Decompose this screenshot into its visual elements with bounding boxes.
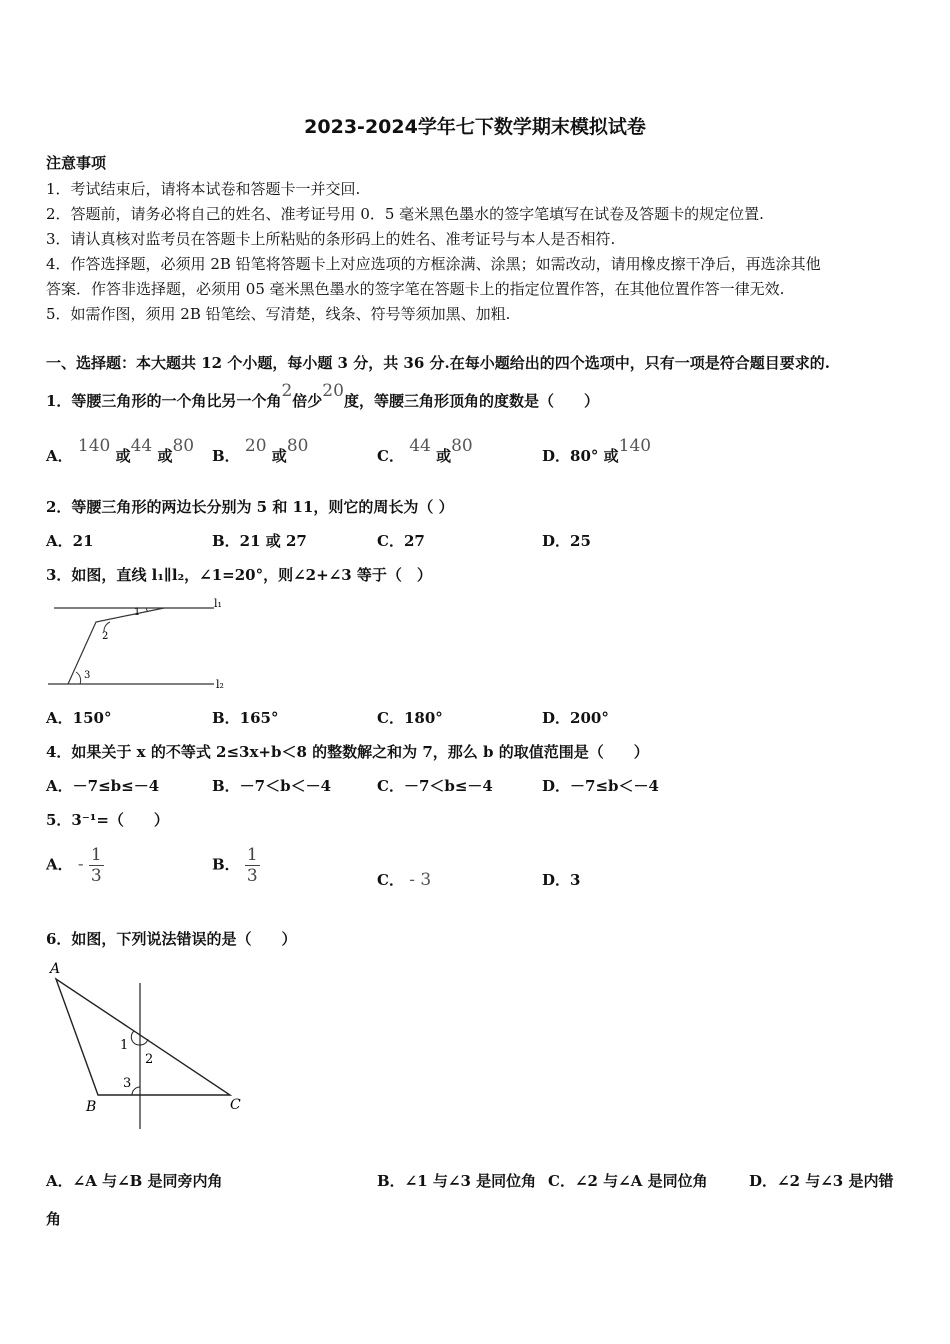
label-l2: l₂	[216, 678, 224, 691]
q3-option-b[interactable]: B．165°	[212, 709, 279, 727]
note-item: 2．答题前，请务必将自己的姓名、准考证号用 0．5 毫米黑色墨水的签字笔填写在试卷及答题卡的规定位置.	[46, 205, 764, 223]
section-heading: 一、选择题：本大题共 12 个小题，每小题 3 分，共 36 分.在每小题给出的四个选项中，只有一项是符合题目要求的.	[46, 354, 830, 372]
option-value: 80	[451, 436, 473, 456]
vertex-c-label: C	[230, 1097, 241, 1113]
note-item: 3．请认真核对监考员在答题卡上所粘贴的条形码上的姓名、准考证号与本人是否相符.	[46, 230, 616, 248]
option-label: C．	[377, 871, 404, 889]
option-label: D．	[542, 447, 571, 465]
q1-prefix: 1．等腰三角形的一个角比另一个角	[46, 392, 282, 410]
question-1	[46, 381, 599, 411]
option-or: 或	[271, 447, 287, 465]
label-l1: l₁	[214, 597, 222, 610]
q1-option-b[interactable]	[212, 436, 309, 466]
option-label: C．	[377, 447, 404, 465]
q1-option-a[interactable]	[46, 436, 195, 466]
question-4: 4．如果关于 x 的不等式 2≤3x+b＜8 的整数解之和为 7，那么 b 的取值范围是（ ）	[46, 743, 649, 761]
notes-heading: 注意事项	[46, 154, 107, 172]
option-label: D．	[542, 871, 571, 889]
question-3: 3．如图，直线 l₁∥l₂，∠1=20°，则∠2+∠3 等于（ ）	[46, 566, 432, 584]
note-item: 答案．作答非选择题，必须用 05 毫米黑色墨水的签字笔在答题卡上的指定位置作答，在其他位置作答一律无效.	[46, 280, 785, 298]
option-or: 或	[603, 447, 619, 465]
triangle-abc	[56, 979, 230, 1095]
note-item: 1．考试结束后，请将本试卷和答题卡一并交回.	[46, 180, 361, 198]
option-label: B．	[212, 855, 240, 874]
question-5: 5．3⁻¹=（ ）	[46, 811, 169, 829]
option-value: 80	[172, 436, 195, 456]
q6-option-a[interactable]: A．∠A 与∠B 是同旁内角	[46, 1172, 223, 1190]
angle-3-label: 3	[123, 1076, 132, 1091]
vertex-b-label: B	[86, 1099, 97, 1115]
option-or: 或	[157, 447, 173, 465]
q4-option-b[interactable]: B．－7＜b＜－4	[212, 777, 332, 795]
q3-figure	[46, 592, 236, 692]
option-value: 44	[130, 436, 153, 456]
q5-option-d[interactable]	[542, 869, 580, 890]
q6-figure	[42, 955, 262, 1135]
option-value: 20	[244, 436, 267, 456]
q6-option-d[interactable]: D．∠2 与∠3 是内错	[749, 1172, 894, 1190]
angle-1-label: 1	[134, 607, 141, 618]
option-or: 或	[115, 447, 131, 465]
q5-option-c[interactable]	[377, 869, 431, 890]
fraction: $\frac{1}{3}$	[90, 845, 102, 886]
option-sign: -	[77, 854, 84, 875]
vertex-a-label: A	[50, 961, 61, 977]
option-value: 140	[618, 436, 652, 456]
option-label: B．	[212, 447, 240, 465]
q1-math-2: 20	[322, 381, 344, 401]
option-label: A．	[46, 447, 73, 465]
q5-option-a[interactable]	[46, 845, 104, 886]
option-value: 80	[286, 436, 309, 456]
q2-option-d[interactable]: D．25	[542, 532, 591, 550]
q6-option-c[interactable]: C．∠2 与∠A 是同位角	[548, 1172, 708, 1190]
angle-1-label: 1	[120, 1038, 129, 1053]
q6-option-b[interactable]: B．∠1 与∠3 是同位角	[377, 1172, 537, 1190]
note-item: 4．作答选择题，必须用 2B 铅笔将答题卡上对应选项的方框涂满、涂黑；如需改动，请用橡皮擦干净后，再选涂其他	[46, 255, 821, 273]
q2-option-a[interactable]: A．21	[46, 532, 94, 550]
q2-option-c[interactable]: C．27	[377, 532, 425, 550]
q3-option-a[interactable]: A．150°	[46, 709, 112, 727]
option-or: 或	[436, 447, 452, 465]
q2-option-b[interactable]: B．21 或 27	[212, 532, 307, 550]
option-value: 140	[77, 436, 111, 456]
q4-option-c[interactable]: C．－7＜b≤－4	[377, 777, 493, 795]
page-title: 2023-2024学年七下数学期末模拟试卷	[304, 116, 646, 138]
q1-mid: 倍少	[292, 392, 323, 410]
q1-suffix: 度，等腰三角形顶角的度数是（ ）	[343, 392, 599, 410]
q6-option-d-continuation: 角	[46, 1210, 62, 1228]
q3-option-c[interactable]: C．180°	[377, 709, 443, 727]
note-item: 5．如需作图，须用 2B 铅笔绘、写清楚，线条、符号等须加黑、加粗.	[46, 305, 511, 323]
zigzag-line	[68, 608, 164, 684]
angle-3-label: 3	[84, 670, 91, 681]
option-value: 44	[409, 436, 431, 456]
q1-option-d[interactable]	[542, 436, 652, 466]
question-6: 6．如图，下列说法错误的是（ ）	[46, 930, 297, 948]
q3-option-d[interactable]: D．200°	[542, 709, 609, 727]
option-value: - 3	[409, 870, 432, 890]
fraction: $\frac{1}{3}$	[246, 845, 258, 886]
question-2: 2．等腰三角形的两边长分别为 5 和 11，则它的周长为（ ）	[46, 498, 454, 516]
angle-2-label: 2	[102, 631, 109, 642]
option-label: A．	[46, 855, 73, 874]
q4-option-d[interactable]: D．－7≤b＜－4	[542, 777, 659, 795]
q4-option-a[interactable]: A．－7≤b≤－4	[46, 777, 160, 795]
option-value: 80°	[570, 447, 599, 465]
option-value: 3	[570, 871, 581, 889]
angle-2-label: 2	[145, 1052, 154, 1067]
q1-math-1: 2	[281, 381, 293, 401]
q5-option-b[interactable]	[212, 845, 260, 886]
q1-option-c[interactable]	[377, 436, 473, 466]
